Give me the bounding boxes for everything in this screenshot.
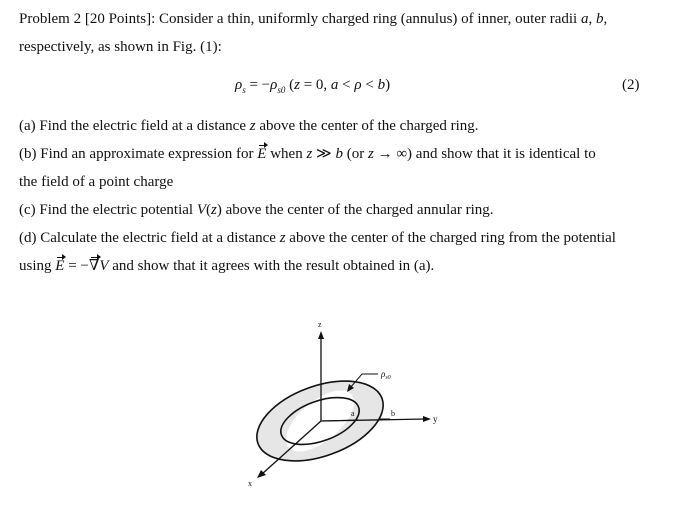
problem-statement-line-2: respectively, as shown in Fig. (1): xyxy=(19,39,222,55)
part-a: (a) Find the electric field at a distance z above the center of the charged ring. xyxy=(19,118,479,134)
equation-number: (2) xyxy=(622,77,640,93)
part-b-line-1: (b) Find an approximate expression for E when z ≫ b (or z → ∞) and show that it is identical to xyxy=(19,146,596,162)
y-axis-label: y xyxy=(433,414,438,424)
radius-b-label: b xyxy=(391,409,395,418)
part-d-line-2: using E = −∇V and show that it agrees with the result obtained in (a). xyxy=(19,258,435,274)
charge-density-equation: $\rho_s = -\rho_{s0}$ (z = 0, a < ρ < b) xyxy=(235,77,391,95)
part-b-line-2: the field of a point charge xyxy=(19,174,174,190)
part-d-line-1: (d) Calculate the electric field at a distance z above the center of the charged ring from the potential xyxy=(19,230,616,246)
annulus-ring xyxy=(246,366,394,477)
radius-a-label: a xyxy=(351,409,355,418)
charge-density-label: $\rho_{s0}$ xyxy=(381,369,391,381)
x-axis-label: x xyxy=(248,479,252,488)
part-c: (c) Find the electric potential V(z) above the center of the charged annular ring. xyxy=(19,202,494,218)
problem-heading: Problem 2 [20 Points]: Consider a thin, uniformly charged ring (annulus) of inner, outer radii a, b, xyxy=(19,11,608,27)
z-axis-label: z xyxy=(318,320,322,329)
